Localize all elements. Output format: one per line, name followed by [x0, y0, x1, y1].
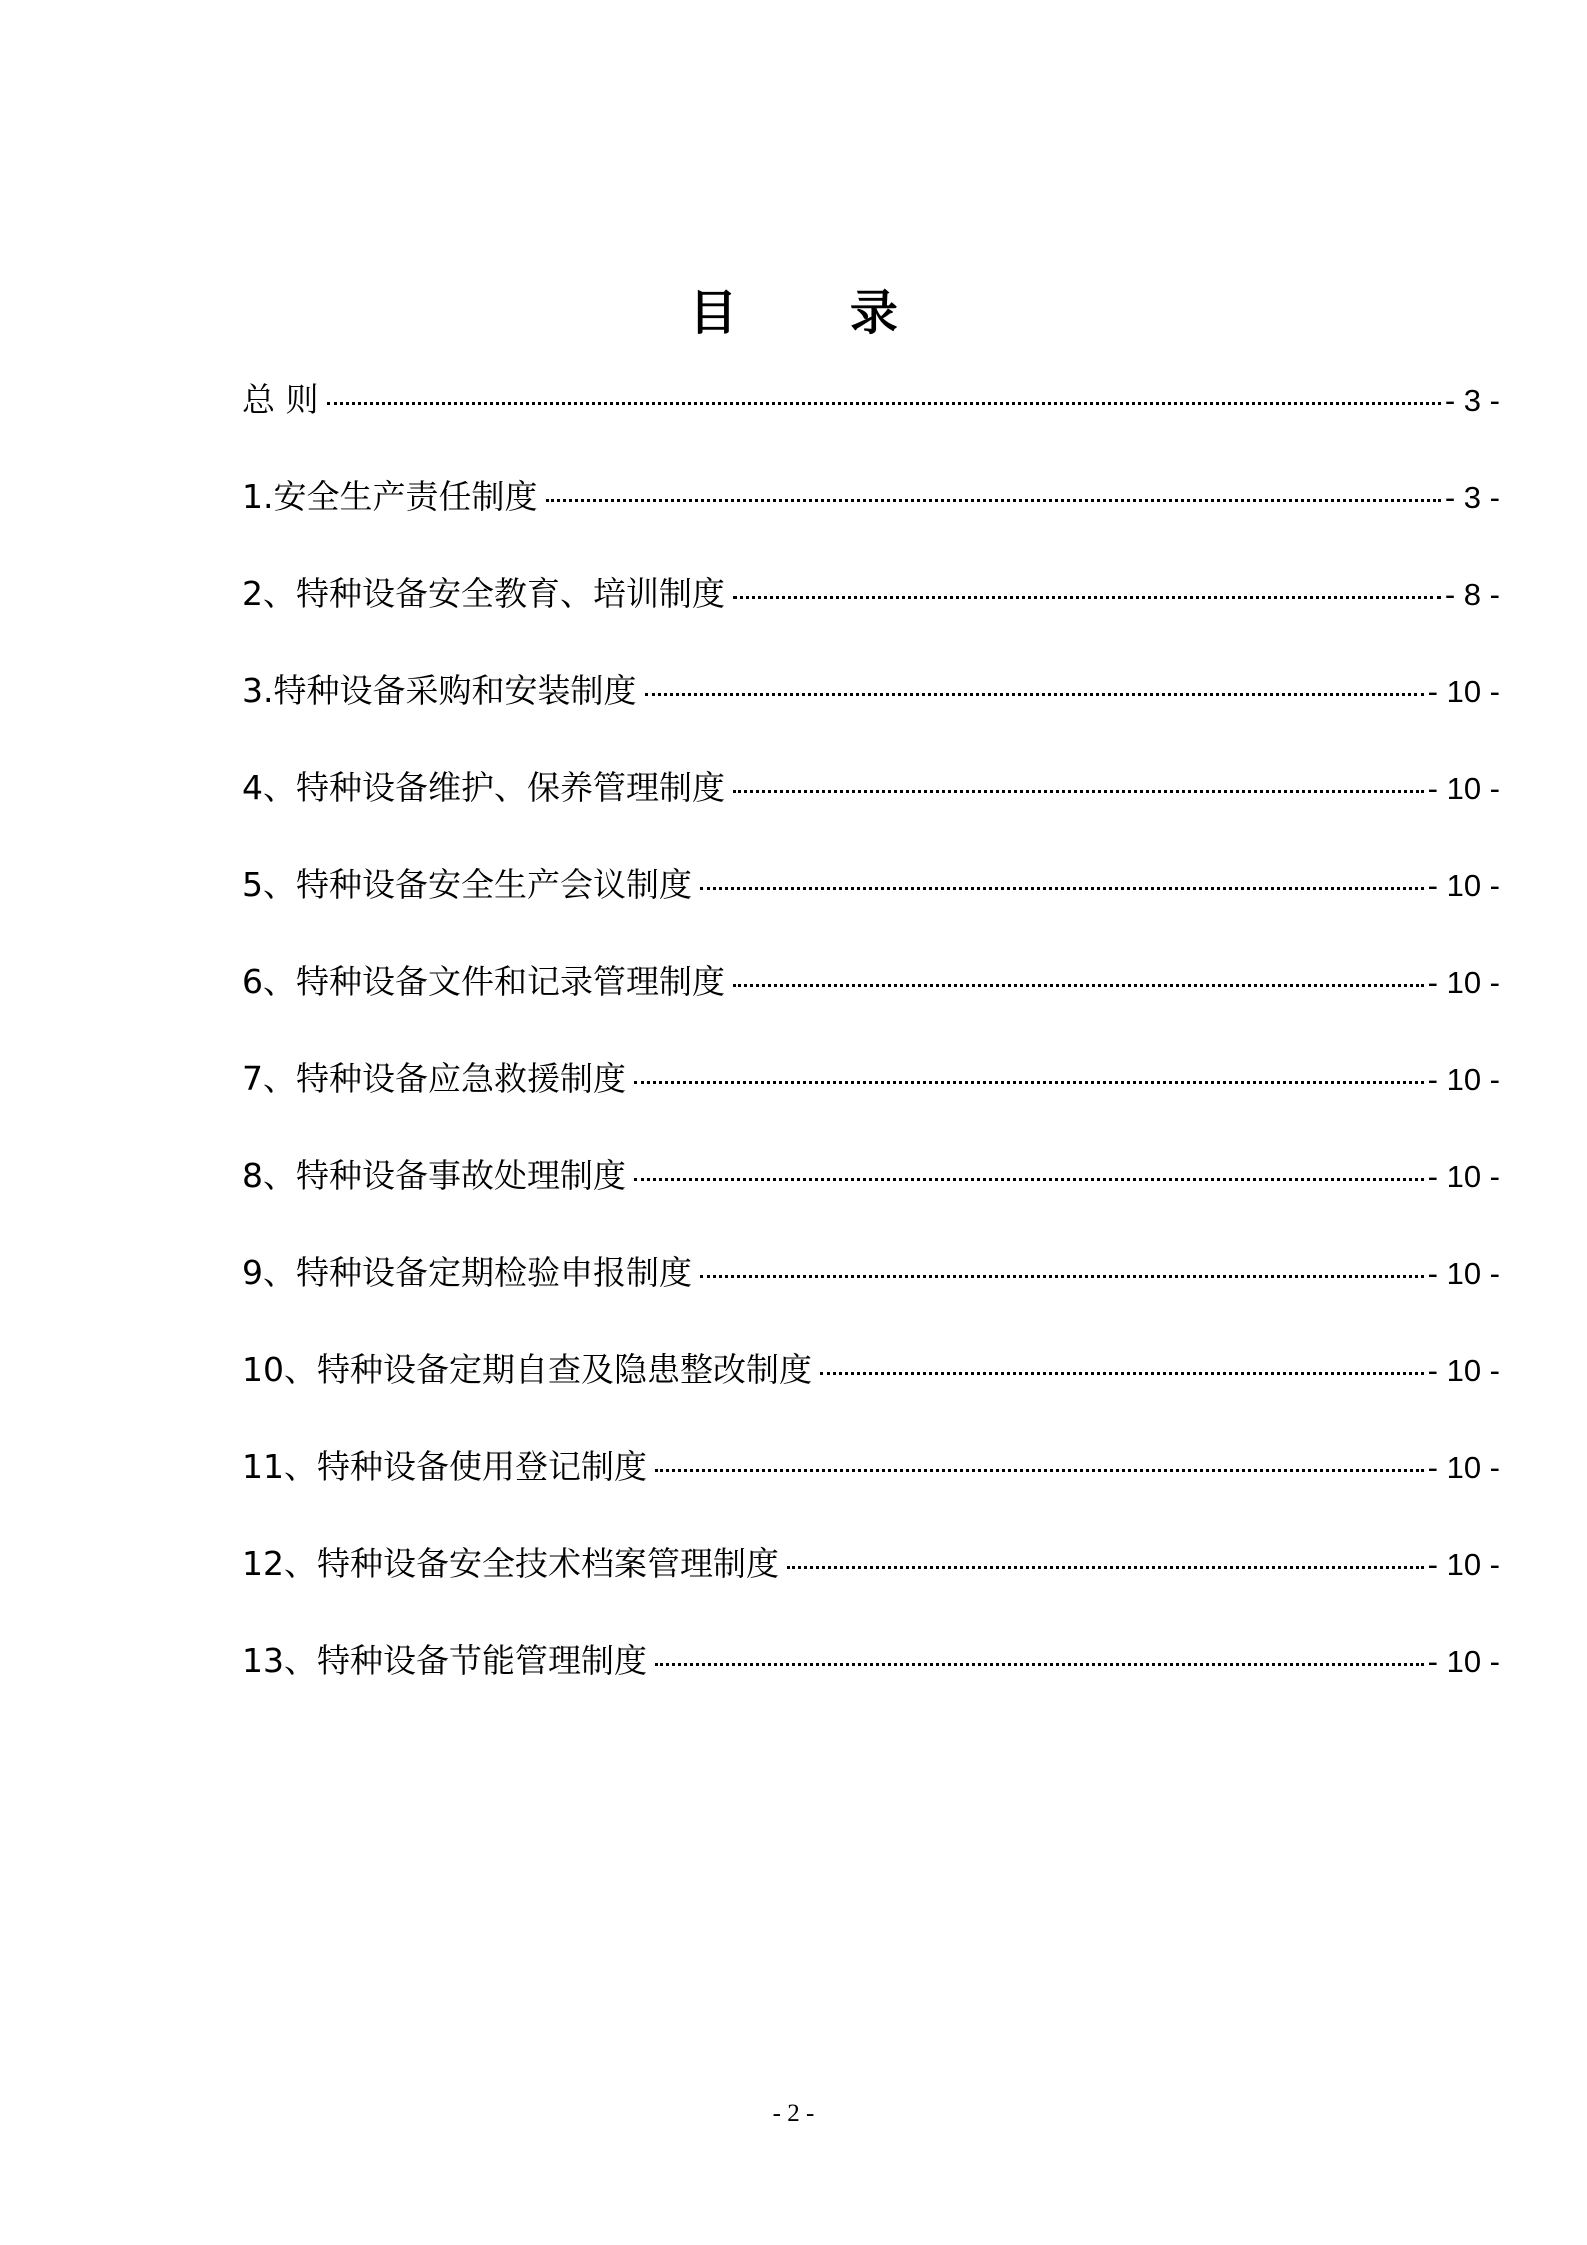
toc-page-number: - 10 -: [1427, 1353, 1500, 1388]
toc-entry[interactable]: [242, 952, 1500, 1049]
toc-page-number: - 10 -: [1427, 1450, 1500, 1485]
toc-entry[interactable]: [242, 758, 1500, 855]
toc-entry-label: 1.安全生产责任制度: [242, 477, 538, 516]
toc-entry-label: 2、特种设备安全教育、培训制度: [242, 574, 725, 613]
toc-entry[interactable]: [242, 1340, 1500, 1437]
page-number-footer: - 2 -: [772, 2100, 815, 2127]
toc-entry[interactable]: [242, 855, 1500, 952]
toc-page-number: - 3 -: [1444, 480, 1500, 515]
toc-page-number: - 10 -: [1427, 1644, 1500, 1679]
toc-leader-dots: [327, 402, 1441, 405]
toc-entry[interactable]: [242, 1534, 1500, 1631]
toc-leader-dots: [787, 1566, 1424, 1569]
toc-entry[interactable]: [242, 370, 1500, 467]
toc-page-number: - 10 -: [1427, 1062, 1500, 1097]
toc-page-number: - 3 -: [1444, 383, 1500, 418]
toc-page-number: - 10 -: [1427, 868, 1500, 903]
toc-leader-dots: [634, 1178, 1424, 1181]
toc-entry[interactable]: [242, 1146, 1500, 1243]
toc-leader-dots: [546, 499, 1441, 502]
toc-leader-dots: [634, 1081, 1424, 1084]
toc-leader-dots: [733, 790, 1424, 793]
toc-leader-dots: [733, 596, 1441, 599]
toc-entry[interactable]: [242, 1243, 1500, 1340]
page-title: 目 录: [689, 285, 946, 341]
table-of-contents: [242, 370, 1500, 1728]
toc-entry[interactable]: [242, 1049, 1500, 1146]
toc-leader-dots: [700, 1275, 1424, 1278]
toc-entry[interactable]: [242, 467, 1500, 564]
toc-entry-label: 10、特种设备定期自查及隐患整改制度: [242, 1350, 812, 1389]
toc-entry-label: 5、特种设备安全生产会议制度: [242, 865, 692, 904]
toc-entry-label: 4、特种设备维护、保养管理制度: [242, 768, 725, 807]
toc-leader-dots: [820, 1372, 1424, 1375]
toc-page-number: - 10 -: [1427, 674, 1500, 709]
toc-entry-label: 7、特种设备应急救援制度: [242, 1059, 626, 1098]
toc-leader-dots: [655, 1469, 1424, 1472]
toc-page-number: - 10 -: [1427, 771, 1500, 806]
toc-entry-label: 9、特种设备定期检验申报制度: [242, 1253, 692, 1292]
toc-entry-label: 3.特种设备采购和安装制度: [242, 671, 637, 710]
toc-leader-dots: [700, 887, 1424, 890]
toc-entry-label: 总 则: [242, 380, 319, 419]
toc-leader-dots: [733, 984, 1424, 987]
toc-page-number: - 8 -: [1444, 577, 1500, 612]
toc-entry-label: 11、特种设备使用登记制度: [242, 1447, 647, 1486]
toc-entry-label: 8、特种设备事故处理制度: [242, 1156, 626, 1195]
toc-page-number: - 10 -: [1427, 1159, 1500, 1194]
toc-page-number: - 10 -: [1427, 1256, 1500, 1291]
toc-entry[interactable]: [242, 1437, 1500, 1534]
toc-page-number: - 10 -: [1427, 1547, 1500, 1582]
toc-entry-label: 6、特种设备文件和记录管理制度: [242, 962, 725, 1001]
toc-entry[interactable]: [242, 564, 1500, 661]
toc-page-number: - 10 -: [1427, 965, 1500, 1000]
toc-entry-label: 12、特种设备安全技术档案管理制度: [242, 1544, 779, 1583]
toc-entry[interactable]: [242, 661, 1500, 758]
toc-leader-dots: [645, 693, 1424, 696]
toc-entry[interactable]: [242, 1631, 1500, 1728]
toc-leader-dots: [655, 1663, 1424, 1666]
toc-entry-label: 13、特种设备节能管理制度: [242, 1641, 647, 1680]
